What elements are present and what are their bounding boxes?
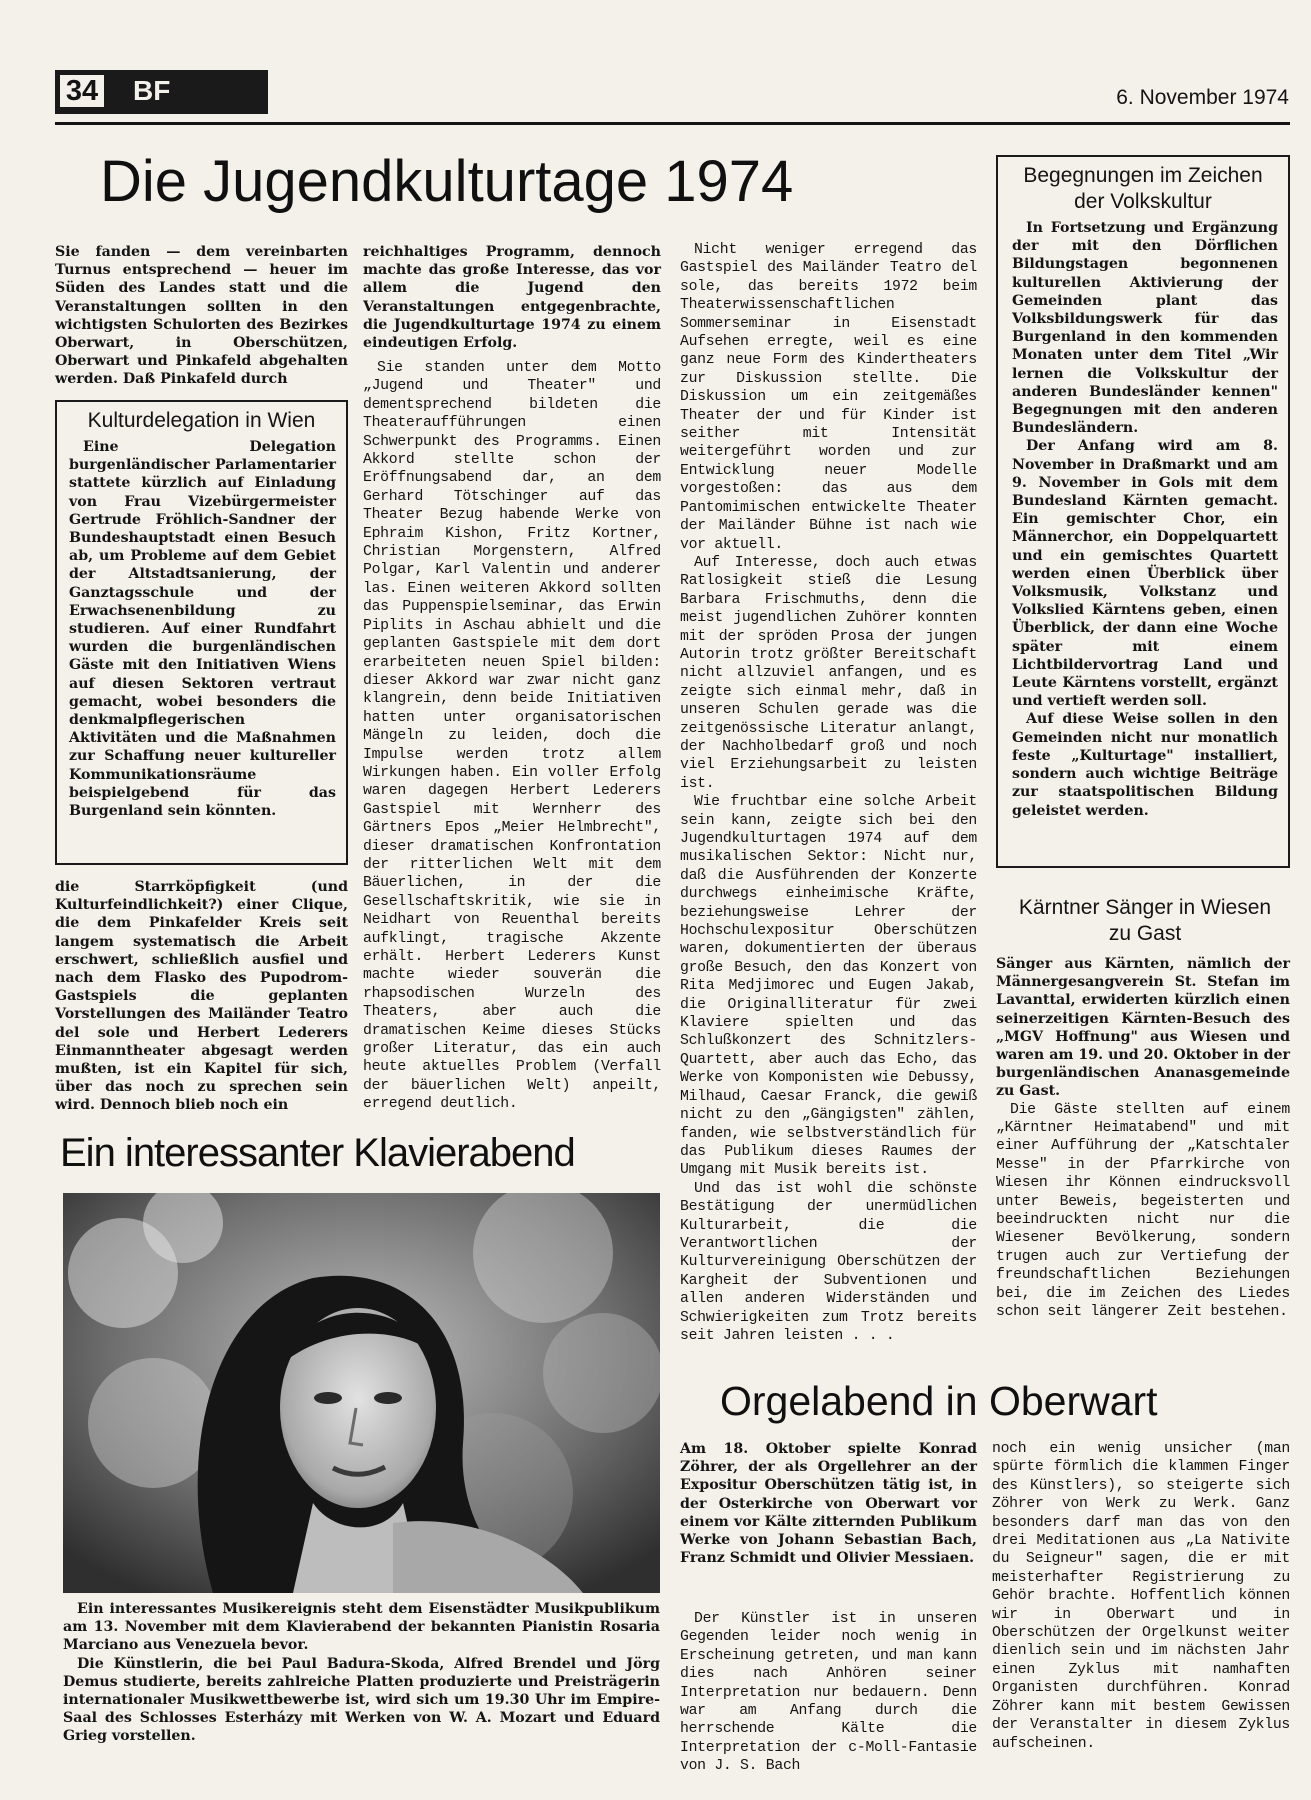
pianist-photo [63, 1193, 660, 1593]
page-number: 34 [58, 73, 106, 109]
box-volkskultur-paragraph-3: Auf diese Weise sollen in den Gemeinden nicht nur monatlich feste „Kulturtage" installiert, sondern auch wichtige Beiträge zur staatspolitischen Bildung geleistet werden. [1012, 711, 1278, 819]
saenger-article [996, 955, 1290, 1322]
header-rule [55, 122, 1290, 125]
section-label: BF [133, 75, 171, 106]
box-volkskultur-paragraph-2: Der Anfang wird am 8. November in Draßmarkt und am 9. November in Gols mit dem Bundesland Kärnten gemacht. Ein gemischter Chor, ein Männerchor, ein Doppelquartett und ein gemischtes Quartett werden einen Überblick über Volksmusik, Volkstanz und Volkslied Kärntens geben, einen Überblick, der dann eine Woche später mit einem Lichtbildervortrag Land und Leute Kärntens vorstellt, ergänzt und vertieft werden soll. [1012, 438, 1278, 710]
orgel-lead: Am 18. Oktober spielte Konrad Zöhrer, der als Orgellehrer an der Expositur Oberschützen tätig ist, in der Osterkirche von Oberwart vor einem vor Kälte zitternden Publikum Werke von Johann Sebastian Bach, Franz Schmidt und Olivier Messiaen. [680, 1441, 977, 1567]
box-kulturdelegation-title: Kulturdelegation in Wien [87, 409, 316, 432]
klavier-article [63, 1600, 660, 1746]
box-volkskultur-title: Begegnungen im Zeichen der Volkskultur [1023, 164, 1263, 213]
main-article-col2-paragraph: Sie standen unter dem Motto „Jugend und Theater" und dementsprechend bildeten die Theateraufführungen einen Schwerpunkt des Programms. Einen Akkord stellte schon der Eröffnungsabend dar, an dem Gerhard Tötschinger auf das Theater Bezug habende Werke von Ephraim Kishon, Fritz Kortner, Christian Morgenstern, Alfred Polgar, Karl Valentin und anderer las. Einen weiteren Akkord sollten das Puppenspielseminar, das Erwin Piplits in Aschau abhielt und die geplanten Gastspiele mit dem dort erarbeiteten neuen Spiel bilden: dieser Akkord war zwar nicht ganz klangrein, denn beide Initiativen hatten unter organisatorischen Mängeln zu leiden, doch die Impulse werden trotz allem Wirkungen haben. Ein voller Erfolg waren dagegen Herbert Lederers Gastspiel mit Wernherr des Gärtners Epos „Meier Helmbrecht", dieser dramatischen Konfrontation der ritterlichen Welt mit dem Bäuerlichen, in der die Gesellschaftskritik, wie sie in Neidhart von Reuenthal bereits aufklingt, tragische Akzente erhält. Herbert Lederers Kunst machte wieder souverän die rhapsodischen Wurzeln des Theaters, aber auch die dramatischen Keime dieses Stücks großer Literatur, das ein auch heute aktuelles Problem (Verfall der bäuerlichen Welt) anpeilt, erregend deutlich. [363, 360, 661, 1113]
orgel-col1 [680, 1610, 977, 1776]
box-kulturdelegation-text [57, 438, 346, 820]
box-volkskultur [996, 155, 1290, 868]
box-volkskultur-text [998, 219, 1288, 820]
main-headline: Die Jugendkulturtage 1974 [100, 149, 794, 214]
klavier-paragraph-1: Ein interessantes Musikereignis steht dem Eisenstädter Musikpublikum am 13. November mit dem Klavierabend der bekannten Pianistin Rosaria Marciano aus Venezuela bevor. [63, 1601, 660, 1654]
klavier-paragraph-2: Die Künstlerin, die bei Paul Badura-Skoda, Alfred Brendel und Jörg Demus studierte, bereits zahlreiche Platten produzierte und Preisträgerin internationaler Musikwettbewerbe ist, wird sich um 19.30 Uhr im Empire-Saal des Schlosses Esterházy mit Werken von W. A. Mozart und Eduard Grieg vorstellen. [63, 1655, 660, 1745]
orgel-col1-paragraph: Der Künstler ist in unseren Gegenden leider noch wenig in Erscheinung getreten, und man kann dies nach Anhören seiner Interpretation nur bedauern. Denn war am Anfang durch die herrschende Kälte die Interpretation der c-Moll-Fantasie von J. S. Bach [680, 1611, 977, 1775]
main-article-col3 [680, 241, 977, 1345]
saenger-lead: Sänger aus Kärnten, nämlich der Männergesangverein St. Stefan im Lavanttal, erwiderten kürzlich einen seinerzeitigen Kärnten-Besuch des „MGV Hoffnung" aus Wiesen und waren am 19. und 20. Oktober in der burgenländischen Ananasgemeinde zu Gast. [996, 956, 1290, 1100]
main-article-col1-continued: die Starrköpfigkeit (und Kulturfeindlichkeit?) einer Clique, die dem Pinkafelder Kreis seit langem systematisch die Arbeit erschwert, schließlich ausfiel und nach dem Flasko des Pupodrom-Gastspiels die geplanten Vorstellungen des Mailänder Teatro del sole und Herbert Lederers Einmanntheater abgesagt werden mußten, ist ein Kapitel für sich, über das noch zu sprechen sein wird. Dennoch blieb noch ein [55, 879, 348, 1114]
klavier-headline: Ein interessanter Klavierabend [60, 1131, 575, 1175]
issue-date: 6. November 1974 [1116, 86, 1289, 109]
main-article-col3-paragraph-3: Wie fruchtbar eine solche Arbeit sein kann, zeigte sich bei den Jugendkulturtagen 1974 auf dem musikalischen Sektor: Nicht nur, daß die Ausführenden der Konzerte durchwegs einheimische Kräfte, beziehungsweise Lehrer der Hochschulexpositur Oberschützen waren, dokumentierten der überaus große Besuch, den das Konzert von Rita Medjimorec und Eugen Jakab, die Originalliteratur für zwei Klaviere spielten und das Schlußkonzert des Schnitzlers-Quartett, aber auch das Echo, das Werke von Komponisten wie Debussy, Milhaud, Caesar Franck, die gewiß nicht zu den „Gängigsten" zählen, fanden, wie selbstverständlich für das Publikum dieses Raumes der Umgang mit Musik bereits ist. [680, 794, 977, 1179]
orgel-col2: noch ein wenig unsicher (man spürte förmlich die klammen Finger des Künstlers), so steigerte sich Zöhrer von Werk zu Werk. Ganz besonders darf man das von den drei Meditationen aus „La Nativite du Seigneur" sagen, die er mit meisterhafter Registrierung zu Gehör brachte. Hoffentlich können wir in Oberwart und in Oberschützen der Orgelkunst weiter dienlich sein und im nächsten Jahr einen Zyklus mit namhaften Organisten durchführen. Konrad Zöhrer kann mit bestem Gewissen der Veranstalter in diesem Zyklus aufscheinen. [992, 1441, 1290, 1752]
main-article-col3-paragraph-2: Auf Interesse, doch auch etwas Ratlosigkeit stieß die Lesung Barbara Frischmuths, denn die meist jugendlichen Zuhörer konnten mit der spröden Prosa der jungen Autorin trotz größter Bereitschaft nicht allzuviel anfangen, und es zeigte sich einmal mehr, daß in unseren Schulen gerade was die zeitgenössische Literatur anlangt, der Nachholbedarf groß und noch viel Erziehungsarbeit zu leisten ist. [680, 554, 977, 792]
pianist-portrait-image [63, 1193, 660, 1593]
main-article-col2-bold: reichhaltiges Programm, dennoch machte das große Interesse, das vor allem die Jugend den Veranstaltungen entgegenbrachte, die Jugendkulturtage 1974 zu einem eindeutigen Erfolg. [363, 244, 661, 352]
orgel-headline: Orgelabend in Oberwart [720, 1378, 1158, 1424]
main-article-col3-paragraph-4: Und das ist wohl die schönste Bestätigung der unermüdlichen Kulturarbeit, die die Verantwortlichen der Kulturvereinigung Oberschützen der Kargheit der Subventionen und allen anderen Widerständen und Schwierigkeiten zum Trotz bereits seit Jahren leisten . . . [680, 1180, 977, 1344]
box-kulturdelegation [55, 400, 348, 865]
page-number-bar [55, 70, 268, 114]
saenger-headline: Kärntner Sänger in Wiesen zu Gast [1018, 896, 1272, 945]
box-volkskultur-paragraph-1: In Fortsetzung und Ergänzung der mit den Dörflichen Bildungstagen begonnenen kulturellen Aktivierung der Gemeinden plant das Volksbildungswerk für das Burgenland in den kommenden Monaten unter dem Titel „Wir lernen die Volkskultur der anderen Bundesländer kennen" Begegnungen mit den anderen Bundesländern. [1012, 220, 1278, 437]
main-article-col2-text [363, 359, 661, 1114]
main-article-col3-paragraph-1: Nicht weniger erregend das Gastspiel des Mailänder Teatro del sole, das bereits 1972 beim Theaterwissenschaftlichen Sommerseminar in Eisenstadt Aufsehen erregte, weil es eine ganz neue Form des Kindertheaters zur Diskussion stellte. Die Diskussion um ein zeitgemäßes Theater der und für Kinder ist seither mit Intensität weitergeführt worden und zur Entwicklung neuer Modelle vorgestoßen: das aus dem Pantomimischen entwickelte Theater der Mailänder Bühne ist nach wie vor aktuell. [680, 242, 977, 553]
box-kulturdelegation-paragraph: Eine Delegation burgenländischer Parlamentarier stattete kürzlich auf Einladung von Frau Vizebürgermeister Gertrude Fröhlich-Sandner der Bundeshauptstadt einen Besuch ab, um Probleme auf dem Gebiet der Altstadtsanierung, der Ganztagsschule und der Erwachsenenbildung zu studieren. Auf einer Rundfahrt wurden die burgenländischen Gäste mit den Initiativen Wiens auf diesen Sektoren vertraut gemacht, wobei besonders die denkmalpflegerischen Aktivitäten und die Maßnahmen zur Schaffung neuer kultureller Kommunikationsräume beispielgebend für das Burgenland sein könnten. [69, 439, 336, 820]
main-article-intro: Sie fanden — dem vereinbarten Turnus entsprechend — heuer im Süden des Landes statt und die Veranstaltungen sollten in den wichtigsten Schulorten des Bezirkes Oberwart, in Oberschützen, Oberwart und Pinkafeld abgehalten werden. Daß Pinkafeld durch [55, 244, 348, 388]
saenger-text: Die Gäste stellten auf einem „Kärntner Heimatabend" und mit einer Aufführung der „Katschtaler Messe" in der Pfarrkirche von Wiesen ihr Können eindrucksvoll unter Beweis, begeisterten und beeindruckten nicht nur die Wiesener Bevölkerung, sondern trugen auch zur Vertiefung der freundschaftlichen Beziehungen bei, die im Zeichen des Liedes schon seit längerer Zeit bestehen. [996, 1101, 1290, 1321]
